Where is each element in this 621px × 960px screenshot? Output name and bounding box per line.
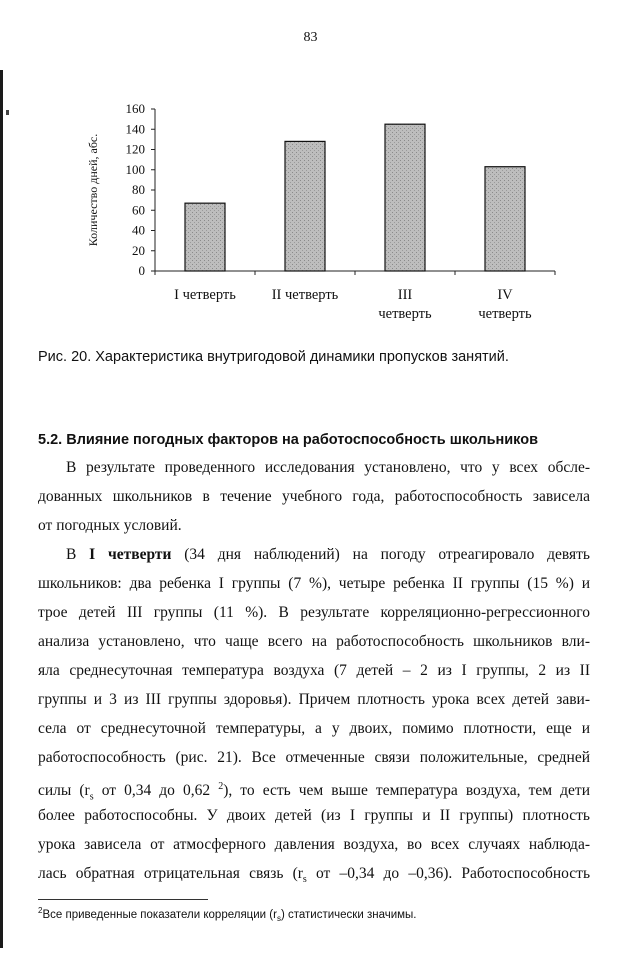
bar xyxy=(385,124,425,271)
page-number: 83 xyxy=(303,30,318,45)
x-category-label: четверть xyxy=(378,306,432,322)
text-span: от 0,34 до 0,62 xyxy=(101,782,211,800)
footnote-divider xyxy=(38,899,208,900)
figure-caption: Рис. 20. Характеристика внутригодовой динамики пропусков занятий. xyxy=(38,349,509,365)
y-tick-label: 20 xyxy=(132,242,145,258)
bar-chart xyxy=(80,96,580,328)
section-heading xyxy=(38,432,538,448)
paragraph-2-line-3: трое детей III группы (11 %). В результате корреляционно-регрессионного xyxy=(38,604,590,621)
x-category-label: III xyxy=(397,287,413,303)
section-number: 5.2. xyxy=(38,432,63,448)
section-title: Влияние погодных факторов на работоспособность школьников xyxy=(66,432,539,448)
footnote-text: Все приведенные показатели корреляции (r xyxy=(42,908,277,921)
text-span: силы (r xyxy=(38,782,90,800)
text-span: от –0,34 до –0,36). Работоспособность xyxy=(315,865,591,882)
footnote-text: ) статистически значимы. xyxy=(280,908,417,921)
paragraph-2-line-8: работоспособность (рис. 21). Все отмеченные связи положительные, средней xyxy=(38,749,590,766)
paragraph-2-line-2: школьников: два ребенка I группы (7 %), четыре ребенка II группы (15 %) и xyxy=(38,575,590,592)
y-tick-label: 160 xyxy=(125,101,145,116)
text-span: лась обратная отрицательная связь (r xyxy=(38,865,303,882)
x-category-label: I четверть xyxy=(174,287,236,303)
y-tick-label: 80 xyxy=(132,182,145,197)
text-span: (34 дня наблюдений) на погоду отреагировало девять xyxy=(184,546,591,563)
footnote xyxy=(38,906,417,923)
y-tick-label: 120 xyxy=(125,141,145,157)
y-tick-label: 100 xyxy=(125,161,145,177)
paragraph-2-line-6: группы и 3 из III группы здоровья). Причем плотность урока всех детей зави- xyxy=(38,691,590,708)
bar xyxy=(285,141,325,271)
paragraph-2-line-7: села от среднесуточной температуры, а у двоих, помимо плотности, еще и xyxy=(38,720,590,737)
paragraph-1-line-1: В результате проведенного исследования установлено, что у всех обсле- xyxy=(66,459,590,476)
paragraph-2-line-5: яла среднесуточная температура воздуха (7 детей – 2 из I группы, 2 из II xyxy=(38,662,590,679)
paragraph-1-line-3: от погодных условий. xyxy=(38,517,182,534)
y-tick-label: 60 xyxy=(132,202,145,218)
text-span: В xyxy=(66,546,77,563)
y-axis-title: Количество дней, абс. xyxy=(86,133,100,247)
y-tick-label: 0 xyxy=(138,263,145,278)
x-category-label: четверть xyxy=(478,306,532,322)
subscript: s xyxy=(276,914,281,924)
subscript: s xyxy=(302,874,307,886)
y-tick-label: 140 xyxy=(125,121,145,137)
y-tick-label: 40 xyxy=(132,222,145,238)
bar xyxy=(185,203,225,271)
scan-mark xyxy=(6,110,9,115)
paragraph-1-line-2: дованных школьников в течение учебного года, работоспособность зависела xyxy=(38,488,590,505)
paragraph-2-line-12 xyxy=(38,859,590,894)
paragraph-2-line-11: урока зависела от атмосферного давления воздуха, во всех случаях наблюда- xyxy=(38,836,590,853)
paragraph-2-line-4: анализа установлено, что чаще всего на работоспособность школьников вли- xyxy=(38,633,590,650)
page-edge-bar xyxy=(0,70,3,948)
text-span: ), то есть чем выше температура воздуха, тем дети xyxy=(223,782,590,800)
bar xyxy=(485,167,525,271)
x-category-label: IV xyxy=(497,287,513,303)
paragraph-2-line-1 xyxy=(38,540,590,569)
subscript: s xyxy=(89,791,94,803)
footnote-reference: 2 xyxy=(218,781,224,792)
footnote-mark: 2 xyxy=(38,906,43,915)
x-category-label: II четверть xyxy=(271,287,339,303)
paragraph-2-line-10: более работоспособны. У двоих детей (из I группы и II группы) плотность xyxy=(38,807,590,824)
bold-term: I четверти xyxy=(89,546,172,563)
